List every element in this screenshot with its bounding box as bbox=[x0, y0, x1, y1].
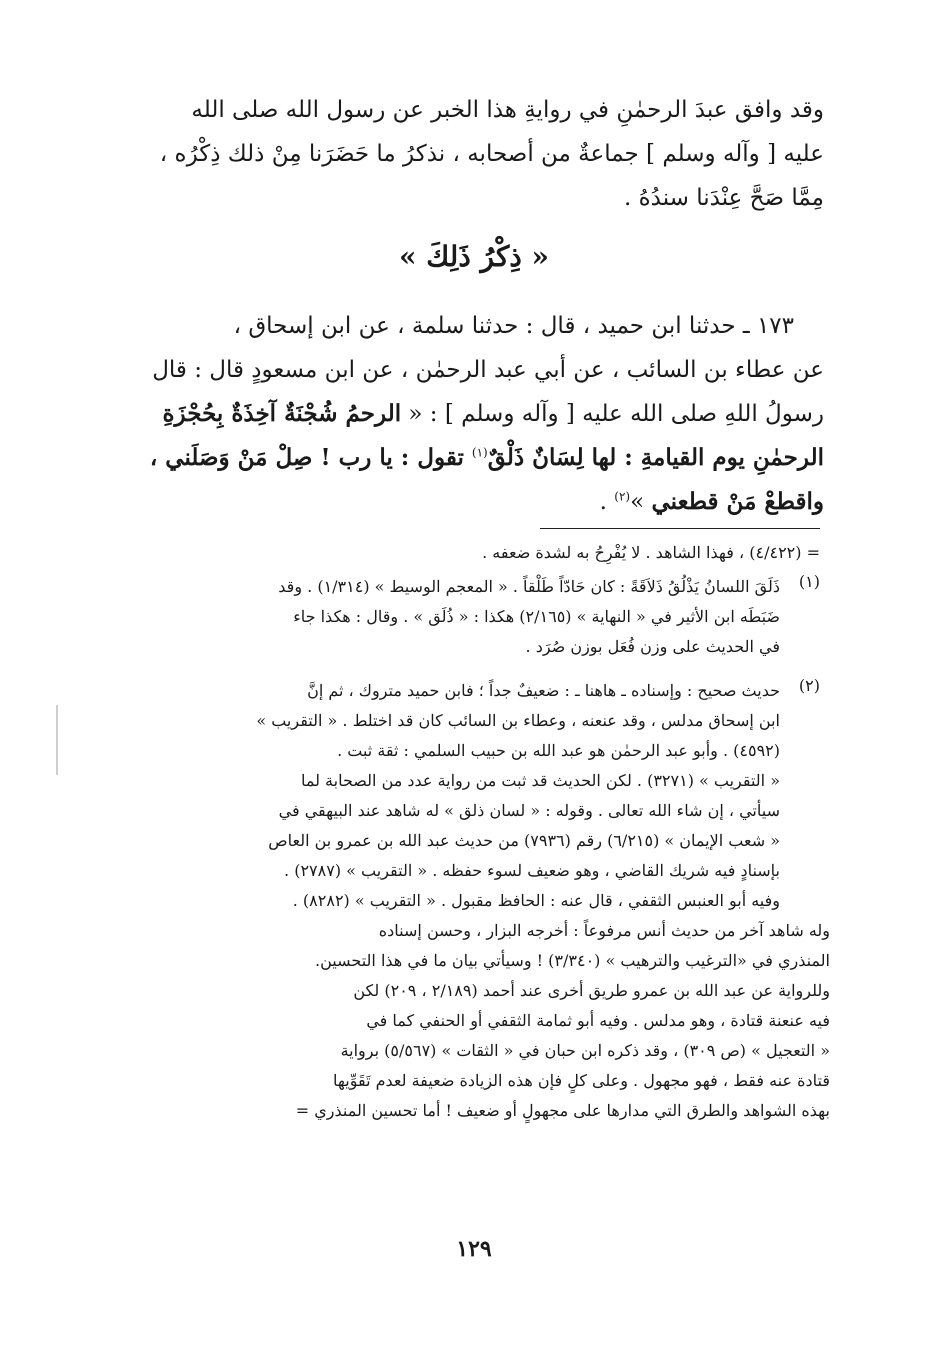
footnote-line: ذَلَقَ اللسانُ يَذْلُقُ ذَلاَقَةً : كان حَادّاً طَلْقاً . « المعجم الوسيط » (١/٣١٤) . وقد bbox=[278, 577, 780, 596]
hadith-line bbox=[112, 436, 824, 480]
footnote-line: قتادة عنه فقط ، فهو مجهول . وعلى كلٍ فإن هذه الزيادة ضعيفة لعدم تَقَوِّيها bbox=[333, 1071, 830, 1090]
hadith-line bbox=[112, 392, 824, 436]
intro-line: مِمَّا صَحَّ عِنْدَنا سندُهُ . bbox=[623, 185, 824, 211]
hadith-paragraph bbox=[112, 304, 824, 524]
footnote-ref-1: (١) bbox=[471, 445, 488, 460]
hadith-quote: الرحمٰنِ يوم القيامةِ : لها لِسَانٌ ذَلْقٌ bbox=[487, 444, 824, 471]
hadith-quote: الرحمُ شُجْنَةٌ آخِذَةٌ بِحُجْزَةِ bbox=[162, 400, 402, 427]
footnote-line: حديث صحيح : وإسناده ـ هاهنا ـ : ضعيفٌ جداً ؛ فابن حميد متروك ، ثم إنَّ bbox=[307, 681, 780, 700]
footnote-line: في الحديث على وزن فُعَل بوزن صُرَد . bbox=[525, 637, 780, 656]
footnote-continuation bbox=[130, 538, 820, 568]
footnote-2 bbox=[130, 676, 830, 1126]
hadith-quote: واقطعْ مَنْ قطعني bbox=[651, 488, 824, 515]
footnote-line: بإسنادٍ فيه شريك القاضي ، وهو ضعيف لسوء حفظه . « التقريب » (٢٧٨٧) . bbox=[284, 861, 780, 880]
hadith-line bbox=[112, 480, 824, 524]
scan-margin-mark bbox=[56, 705, 58, 775]
footnote-line: بهذه الشواهد والطرق التي مدارها على مجهولٍ أو ضعيف ! أما تحسين المنذري = bbox=[295, 1101, 830, 1120]
footnote-1-marker: (١) bbox=[798, 572, 820, 591]
footnote-line: « التقريب » (٣٢٧١) . لكن الحديث قد ثبت من رواية عدد من الصحابة لما bbox=[300, 771, 780, 790]
footnote-2-marker: (٢) bbox=[798, 676, 820, 695]
footnote-ref-2: (٢) bbox=[614, 489, 631, 504]
intro-paragraph bbox=[112, 88, 824, 220]
footnote-line: سيأتي ، إن شاء الله تعالى . وقوله : « لسان ذلق » له شاهد عند البيهقي في bbox=[278, 801, 780, 820]
footnote-line: = (٤/٤٢٢) ، فهذا الشاهد . لا يُفْرِحُ به لشدة ضعفه . bbox=[482, 543, 820, 562]
footnote-line: فيه عنعنة قتادة ، وهو مدلس . وفيه أبو ثمامة الثقفي أو الحنفي كما في bbox=[366, 1011, 830, 1030]
footnote-1 bbox=[130, 572, 830, 662]
footnote-line: ضَبَطَه ابن الأثير في « النهاية » (٢/١٦٥) هكذا : « ذُلَق » . وقال : هكذا جاء bbox=[293, 607, 780, 626]
intro-line: عليه [ وآله وسلم ] جماعةٌ من أصحابه ، نذكرُ ما حَضَرَنا مِنْ ذلك ذِكْرُه ، bbox=[159, 141, 824, 167]
footnote-line: « شعب الإيمان » (٦/٢١٥) رقم (٧٩٣٦) من حديث عبد الله بن عمرو بن العاص bbox=[268, 831, 780, 850]
page-number: ١٢٩ bbox=[456, 1236, 492, 1262]
hadith-text: » bbox=[630, 489, 652, 515]
hadith-line: ١٧٣ ـ حدثنا ابن حميد ، قال : حدثنا سلمة ، عن ابن إسحاق ، bbox=[233, 313, 794, 339]
intro-line: وقد وافق عبدَ الرحمٰنِ في روايةِ هذا الخبر عن رسول الله صلى الله bbox=[191, 97, 824, 123]
hadith-quote: تقول : يا رب ! صِلْ مَنْ وَصَلَني ، bbox=[149, 444, 472, 471]
hadith-text: . bbox=[599, 489, 615, 515]
footnote-line: المنذري في «الترغيب والترهيب » (٣/٣٤٠) ! وسيأتي بيان ما في هذا التحسين. bbox=[315, 951, 830, 970]
footnote-line: (٤٥٩٢) . وأبو عبد الرحمٰن هو عبد الله بن حبيب السلمي : ثقة ثبت . bbox=[337, 741, 780, 760]
hadith-text: رسولُ اللهِ صلى الله عليه [ وآله وسلم ] : « bbox=[401, 401, 824, 427]
footnote-line: وله شاهد آخر من حديث أنس مرفوعاً : أخرجه البزار ، وحسن إسناده bbox=[378, 921, 830, 940]
footnote-line: « التعجيل » (ص ٣٠٩) ، وقد ذكره ابن حبان في « الثقات » (٥/٥٦٧) برواية bbox=[340, 1041, 830, 1060]
footnote-separator bbox=[540, 528, 820, 529]
footnote-line: ابن إسحاق مدلس ، وقد عنعنه ، وعطاء بن السائب كان قد اختلط . « التقريب » bbox=[256, 711, 780, 730]
footnote-line: وللرواية عن عبد الله بن عمرو طريق أخرى عند أحمد (٢/١٨٩ ، ٢٠٩) لكن bbox=[353, 981, 830, 1000]
section-title: « ذِكْرُ ذَلِكَ » bbox=[398, 240, 550, 273]
hadith-line: عن عطاء بن السائب ، عن أبي عبد الرحمٰن ، عن ابن مسعودٍ قال : قال bbox=[152, 357, 824, 383]
footnote-line: وفيه أبو العنبس الثقفي ، قال عنه : الحافظ مقبول . « التقريب » (٨٢٨٢) . bbox=[292, 891, 780, 910]
